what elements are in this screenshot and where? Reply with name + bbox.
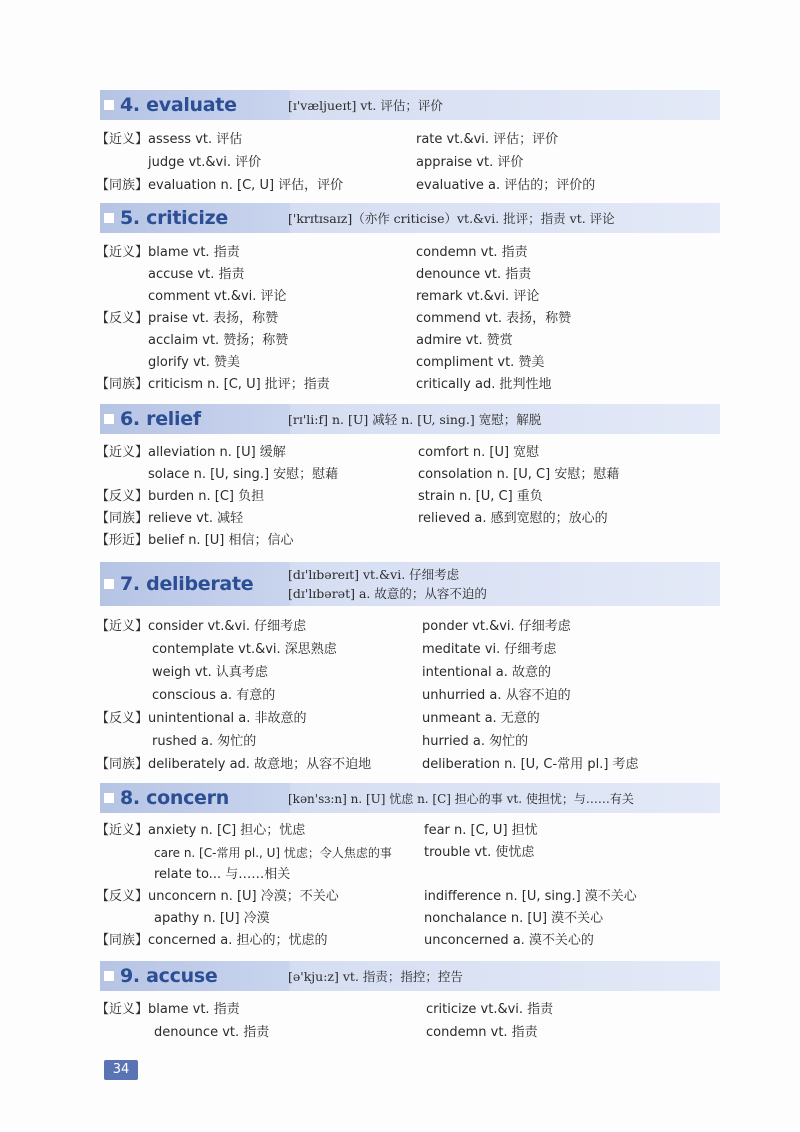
row-right: unconcerned a. 漠不关心的 — [424, 933, 594, 948]
row-right: consolation n. [U, C] 安慰；慰藉 — [418, 467, 620, 482]
row-tag: 【同族】 — [96, 933, 149, 948]
row-right: trouble vt. 使忧虑 — [424, 845, 535, 860]
row-left: relate to... 与……相关 — [154, 867, 291, 882]
entry-definition — [288, 565, 487, 603]
entry-title-area — [100, 203, 290, 233]
row-left: consider vt.&vi. 仔细考虑 — [148, 619, 307, 634]
row-left: concerned a. 担心的；忧虑的 — [148, 933, 328, 948]
entry-title — [100, 573, 253, 595]
entry-header — [100, 562, 720, 606]
row — [96, 932, 327, 950]
row — [96, 244, 240, 262]
row-right: ponder vt.&vi. 仔细考虑 — [422, 619, 571, 634]
row — [96, 376, 330, 394]
row-left: conscious a. 有意的 — [152, 688, 276, 703]
row-tag: 【近义】 — [96, 619, 149, 634]
entry-definition: [ɪ'væljueɪt] vt. 评估；评价 — [288, 98, 443, 113]
entry-title-text: 9. accuse — [120, 965, 218, 987]
row-tag: 【近义】 — [96, 245, 149, 260]
row-left: blame vt. 指责 — [148, 245, 240, 260]
entry-title-text: 4. evaluate — [120, 94, 237, 116]
entry-header — [100, 90, 720, 120]
row-tag: 【同族】 — [96, 377, 149, 392]
row-right: fear n. [C, U] 担忧 — [424, 823, 538, 838]
row-left: rushed a. 匆忙的 — [152, 734, 257, 749]
row-left: burden n. [C] 负担 — [148, 489, 265, 504]
row-left: glorify vt. 赞美 — [148, 355, 241, 370]
row-right: denounce vt. 指责 — [416, 267, 532, 282]
row-right: evaluative a. 评估的；评价的 — [416, 178, 596, 193]
row-tag: 【同族】 — [96, 178, 149, 193]
row-left: assess vt. 评估 — [148, 132, 243, 147]
row-right: remark vt.&vi. 评论 — [416, 289, 540, 304]
row-left: criticism n. [C, U] 批评；指责 — [148, 377, 330, 392]
entry-header — [100, 404, 720, 434]
entry-title-text: 5. criticize — [120, 207, 228, 229]
entry-title-text: 8. concern — [120, 787, 229, 809]
row-right: strain n. [U, C] 重负 — [418, 489, 543, 504]
row — [96, 888, 339, 906]
entry-definition: [ə'kju:z] vt. 指责；指控；控告 — [288, 969, 463, 984]
row-right: criticize vt.&vi. 指责 — [426, 1002, 554, 1017]
row-right: hurried a. 匆忙的 — [422, 734, 529, 749]
row-left: evaluation n. [C, U] 评估，评价 — [148, 178, 344, 193]
row-left: praise vt. 表扬，称赞 — [148, 311, 279, 326]
entry-title — [100, 207, 228, 229]
row-tag: 【同族】 — [96, 757, 149, 772]
row — [96, 177, 343, 195]
row-tag: 【形近】 — [96, 533, 149, 548]
row — [96, 310, 278, 328]
row-tag: 【反义】 — [96, 311, 149, 326]
row-left: accuse vt. 指责 — [148, 267, 245, 282]
entry-title-area — [100, 404, 290, 434]
row-left: unintentional a. 非故意的 — [148, 711, 307, 726]
row-left: unconcern n. [U] 冷漠；不关心 — [148, 889, 339, 904]
entry-definition-line: [dɪ'lɪbərət] a. 故意的；从容不迫的 — [288, 586, 487, 601]
row — [96, 510, 243, 528]
entry-title — [100, 408, 201, 430]
row-right: deliberation n. [U, C-常用 pl.] 考虑 — [422, 757, 639, 772]
square-icon — [104, 793, 114, 803]
entry-title-area — [100, 783, 290, 813]
row-left: contemplate vt.&vi. 深思熟虑 — [152, 642, 337, 657]
row — [96, 710, 307, 728]
row-left: denounce vt. 指责 — [154, 1025, 270, 1040]
row — [96, 488, 264, 506]
row-left: belief n. [U] 相信；信心 — [148, 533, 294, 548]
row-right: unhurried a. 从容不迫的 — [422, 688, 571, 703]
row-right: comfort n. [U] 宽慰 — [418, 445, 540, 460]
row-left: acclaim vt. 赞扬；称赞 — [148, 333, 289, 348]
entry-definition: ['krɪtɪsaɪz]（亦作 criticise）vt.&vi. 批评；指责 vt. 评论 — [288, 211, 615, 226]
row-left: solace n. [U, sing.] 安慰；慰藉 — [148, 467, 339, 482]
row-right: rate vt.&vi. 评估；评价 — [416, 132, 559, 147]
row-left: weigh vt. 认真考虑 — [152, 665, 268, 680]
row-left: care n. [C-常用 pl., U] 忧虑；令人焦虑的事 — [154, 846, 392, 860]
row — [96, 131, 242, 149]
row-right: nonchalance n. [U] 漠不关心 — [424, 911, 604, 926]
row-tag: 【反义】 — [96, 489, 149, 504]
square-icon — [104, 414, 114, 424]
entry-title — [100, 94, 237, 116]
row-right: unmeant a. 无意的 — [422, 711, 540, 726]
row — [96, 444, 286, 462]
row — [96, 1001, 240, 1019]
square-icon — [104, 579, 114, 589]
square-icon — [104, 213, 114, 223]
entry-header — [100, 783, 720, 813]
row — [96, 532, 294, 550]
row-right: compliment vt. 赞美 — [416, 355, 545, 370]
row-tag: 【反义】 — [96, 889, 149, 904]
entry-definition: [rɪ'li:f] n. [U] 减轻 n. [U, sing.] 宽慰；解脱 — [288, 412, 542, 427]
row-tag: 【近义】 — [96, 132, 149, 147]
entry-title — [100, 787, 229, 809]
row-right: meditate vi. 仔细考虑 — [422, 642, 557, 657]
row-tag: 【近义】 — [96, 1002, 149, 1017]
row — [96, 756, 371, 774]
row-right: admire vt. 赞赏 — [416, 333, 513, 348]
row-tag: 【近义】 — [96, 445, 149, 460]
row-right: appraise vt. 评价 — [416, 155, 524, 170]
row-left: deliberately ad. 故意地；从容不迫地 — [148, 757, 372, 772]
row-right: intentional a. 故意的 — [422, 665, 552, 680]
row-right: condemn vt. 指责 — [416, 245, 528, 260]
entry-header — [100, 961, 720, 991]
entry-title-text: 6. relief — [120, 408, 201, 430]
row-tag: 【同族】 — [96, 511, 149, 526]
row-left: judge vt.&vi. 评价 — [148, 155, 262, 170]
entry-title-text: 7. deliberate — [120, 573, 254, 595]
entry-definition-line: [dɪ'lɪbəreɪt] vt.&vi. 仔细考虑 — [288, 567, 460, 582]
row — [96, 618, 306, 636]
entry-header — [100, 203, 720, 233]
entry-title-area — [100, 562, 290, 606]
row-left: anxiety n. [C] 担心；忧虑 — [148, 823, 306, 838]
row — [96, 822, 305, 840]
row-left: relieve vt. 减轻 — [148, 511, 244, 526]
square-icon — [104, 100, 114, 110]
row-right: commend vt. 表扬，称赞 — [416, 311, 572, 326]
entry-title-area — [100, 90, 290, 120]
row-left: apathy n. [U] 冷漠 — [154, 911, 270, 926]
row-tag: 【反义】 — [96, 711, 149, 726]
row-left: blame vt. 指责 — [148, 1002, 240, 1017]
entry-title — [100, 965, 217, 987]
page-number: 34 — [104, 1060, 138, 1080]
row-right: relieved a. 感到宽慰的；放心的 — [418, 511, 608, 526]
entry-title-area — [100, 961, 290, 991]
row-left: alleviation n. [U] 缓解 — [148, 445, 286, 460]
row-right: indifference n. [U, sing.] 漠不关心 — [424, 889, 637, 904]
square-icon — [104, 971, 114, 981]
row-tag: 【近义】 — [96, 823, 149, 838]
row-right: critically ad. 批判性地 — [416, 377, 552, 392]
row-left: comment vt.&vi. 评论 — [148, 289, 287, 304]
entry-definition: [kən'sɜ:n] n. [U] 忧虑 n. [C] 担心的事 vt. 使担忧；与……有关 — [288, 791, 634, 806]
row-right: condemn vt. 指责 — [426, 1025, 538, 1040]
